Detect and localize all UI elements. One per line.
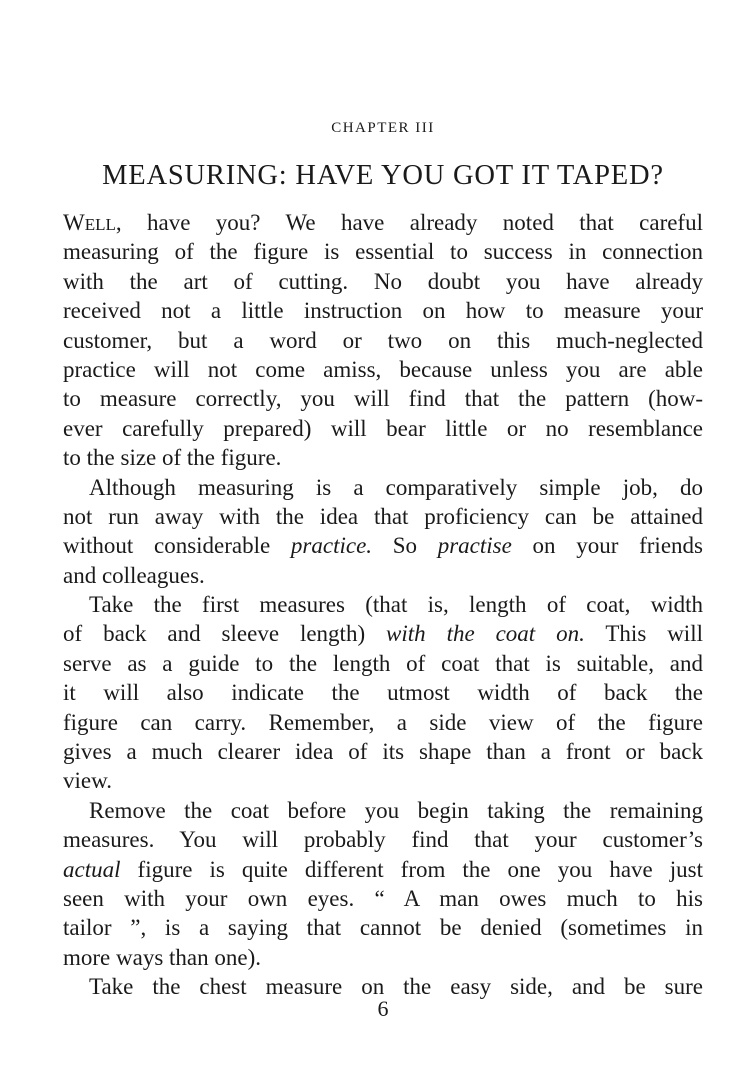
- line-text: without considerable: [63, 533, 291, 559]
- text-line: not run away with the idea that proficiency can be attained: [63, 503, 703, 529]
- text-line: received not a little instruction on how to measure your: [63, 298, 703, 324]
- text-line: more ways than one).: [63, 944, 261, 970]
- text-line: measuring of the figure is essential to success in connection: [63, 239, 703, 265]
- text-line: serve as a guide to the length of coat that is suitable, and: [63, 650, 703, 676]
- text-line: view.: [63, 768, 112, 794]
- drop-small-caps-rest: ELL: [84, 215, 116, 234]
- body-text: [63, 208, 703, 1002]
- paragraph-4: [63, 796, 703, 972]
- text-line: Take the chest measure on the easy side, and be sure: [89, 974, 703, 1000]
- italic-text: actual: [63, 856, 121, 882]
- book-page: [63, 0, 703, 1080]
- text-line: Take the first measures (that is, length of coat, width: [89, 592, 703, 618]
- text-line: Although measuring is a comparatively simple job, do: [89, 474, 703, 500]
- text-line: practice will not come amiss, because unless you are able: [63, 356, 703, 382]
- text-line: customer, but a word or two on this much-neglected: [63, 327, 703, 353]
- line-text: This will: [584, 621, 703, 647]
- paragraph-1: [63, 208, 703, 473]
- text-line: figure can carry. Remember, a side view of the figure: [63, 709, 703, 735]
- text-line: [63, 531, 703, 560]
- drop-small-caps-first: W: [63, 210, 85, 235]
- line-text: of back and sleeve length): [63, 621, 387, 647]
- line-text: figure is quite different from the one you have just: [120, 856, 703, 882]
- text-line: measures. You will probably find that your customer’s: [63, 827, 703, 853]
- chapter-title: MEASURING: HAVE YOU GOT IT TAPED?: [102, 160, 664, 191]
- text-line: it will also indicate the utmost width of back the: [63, 680, 703, 706]
- chapter-label: CHAPTER III: [331, 120, 435, 136]
- line-text: on your friends: [511, 533, 703, 559]
- page-number: 6: [377, 996, 389, 1021]
- text-line: ever carefully prepared) will bear little or no resemblance: [63, 415, 703, 441]
- text-line: [63, 855, 703, 884]
- text-line: gives a much clearer idea of its shape than a front or back: [63, 739, 703, 765]
- line-text: So: [372, 533, 438, 559]
- text-line: [63, 208, 703, 237]
- text-line: [63, 619, 703, 648]
- text-line: to measure correctly, you will find that the pattern (how-: [63, 386, 703, 412]
- paragraph-3: [63, 590, 703, 796]
- paragraph-2: [63, 473, 703, 591]
- line-text: , have you? We have already noted that careful: [115, 210, 703, 235]
- text-line: to the size of the figure.: [63, 445, 282, 471]
- text-line: Remove the coat before you begin taking the remaining: [89, 797, 703, 823]
- text-line: tailor ”, is a saying that cannot be denied (sometimes in: [63, 915, 703, 941]
- italic-text: practice.: [290, 533, 373, 559]
- text-line: and colleagues.: [63, 562, 205, 588]
- text-line: seen with your own eyes. “ A man owes much to his: [63, 885, 703, 911]
- italic-text: practise: [437, 533, 512, 559]
- text-line: with the art of cutting. No doubt you have already: [63, 268, 703, 294]
- italic-text: with the coat on.: [386, 621, 585, 647]
